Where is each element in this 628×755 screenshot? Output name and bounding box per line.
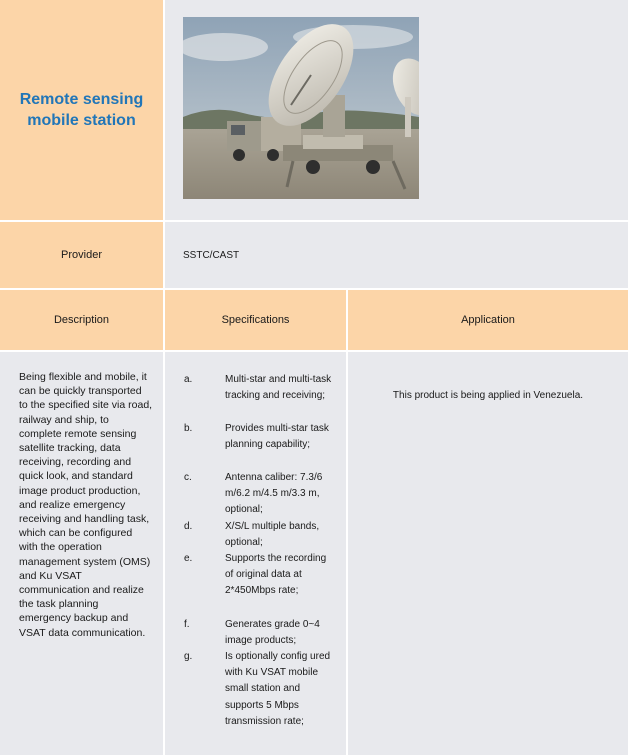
spec-letter: e. bbox=[184, 553, 193, 564]
spec-letter: d. bbox=[184, 521, 193, 532]
application-cell bbox=[348, 352, 628, 755]
photo-cell bbox=[165, 0, 628, 220]
spec-text: Multi-star and multi-task tracking and receiving; bbox=[225, 374, 332, 402]
spec-text: Generates grade 0~4 image products; bbox=[225, 619, 320, 647]
provider-value-cell bbox=[165, 222, 628, 288]
description-header-label: Description bbox=[53, 314, 110, 326]
spec-letter: c. bbox=[184, 472, 192, 483]
spec-letter: g. bbox=[184, 651, 193, 662]
provider-value: SSTC/CAST bbox=[183, 249, 240, 261]
spec-text: Is optionally config ured with Ku VSAT mobile small station and supports 5 Mbps transmission rate; bbox=[225, 651, 331, 727]
spec-letter: f. bbox=[184, 619, 190, 630]
application-header-label: Application bbox=[461, 314, 515, 326]
mobile-station-photo bbox=[183, 17, 419, 199]
specifications-header bbox=[165, 290, 346, 350]
page-title: Remote sensing mobile station bbox=[19, 91, 144, 129]
spec-text: Provides multi-star task planning capability; bbox=[225, 423, 329, 451]
spec-text: Antenna caliber: 7.3/6 m/6.2 m/4.5 m/3.3 m, optional; bbox=[225, 472, 323, 516]
description-header bbox=[0, 290, 163, 350]
specifications-header-label: Specifications bbox=[221, 314, 290, 326]
provider-label-cell bbox=[0, 222, 163, 288]
spec-letter: a. bbox=[184, 374, 193, 385]
spec-text: X/S/L multiple bands, optional; bbox=[225, 521, 320, 549]
spec-letter: b. bbox=[184, 423, 193, 434]
specifications-cell bbox=[165, 352, 346, 755]
description-text: Being flexible and mobile, it can be quickly transported to the specified site via road, railway and ship, to complete remote sensing satellite tracking, data receiving, recording and quick look, and standard image product production, and realize emergency receiving and handling task, which can be configured with the operation management system (OMS) and Ku VSAT communication and realize the task planning emergency backup and VSAT data communication. bbox=[19, 371, 153, 639]
application-header bbox=[348, 290, 628, 350]
spec-text: Supports the recording of original data at 2*450Mbps rate; bbox=[225, 553, 327, 597]
title-cell bbox=[0, 0, 163, 220]
provider-label: Provider bbox=[61, 249, 102, 261]
application-text: This product is being applied in Venezuela. bbox=[392, 390, 584, 401]
description-cell bbox=[0, 352, 163, 755]
